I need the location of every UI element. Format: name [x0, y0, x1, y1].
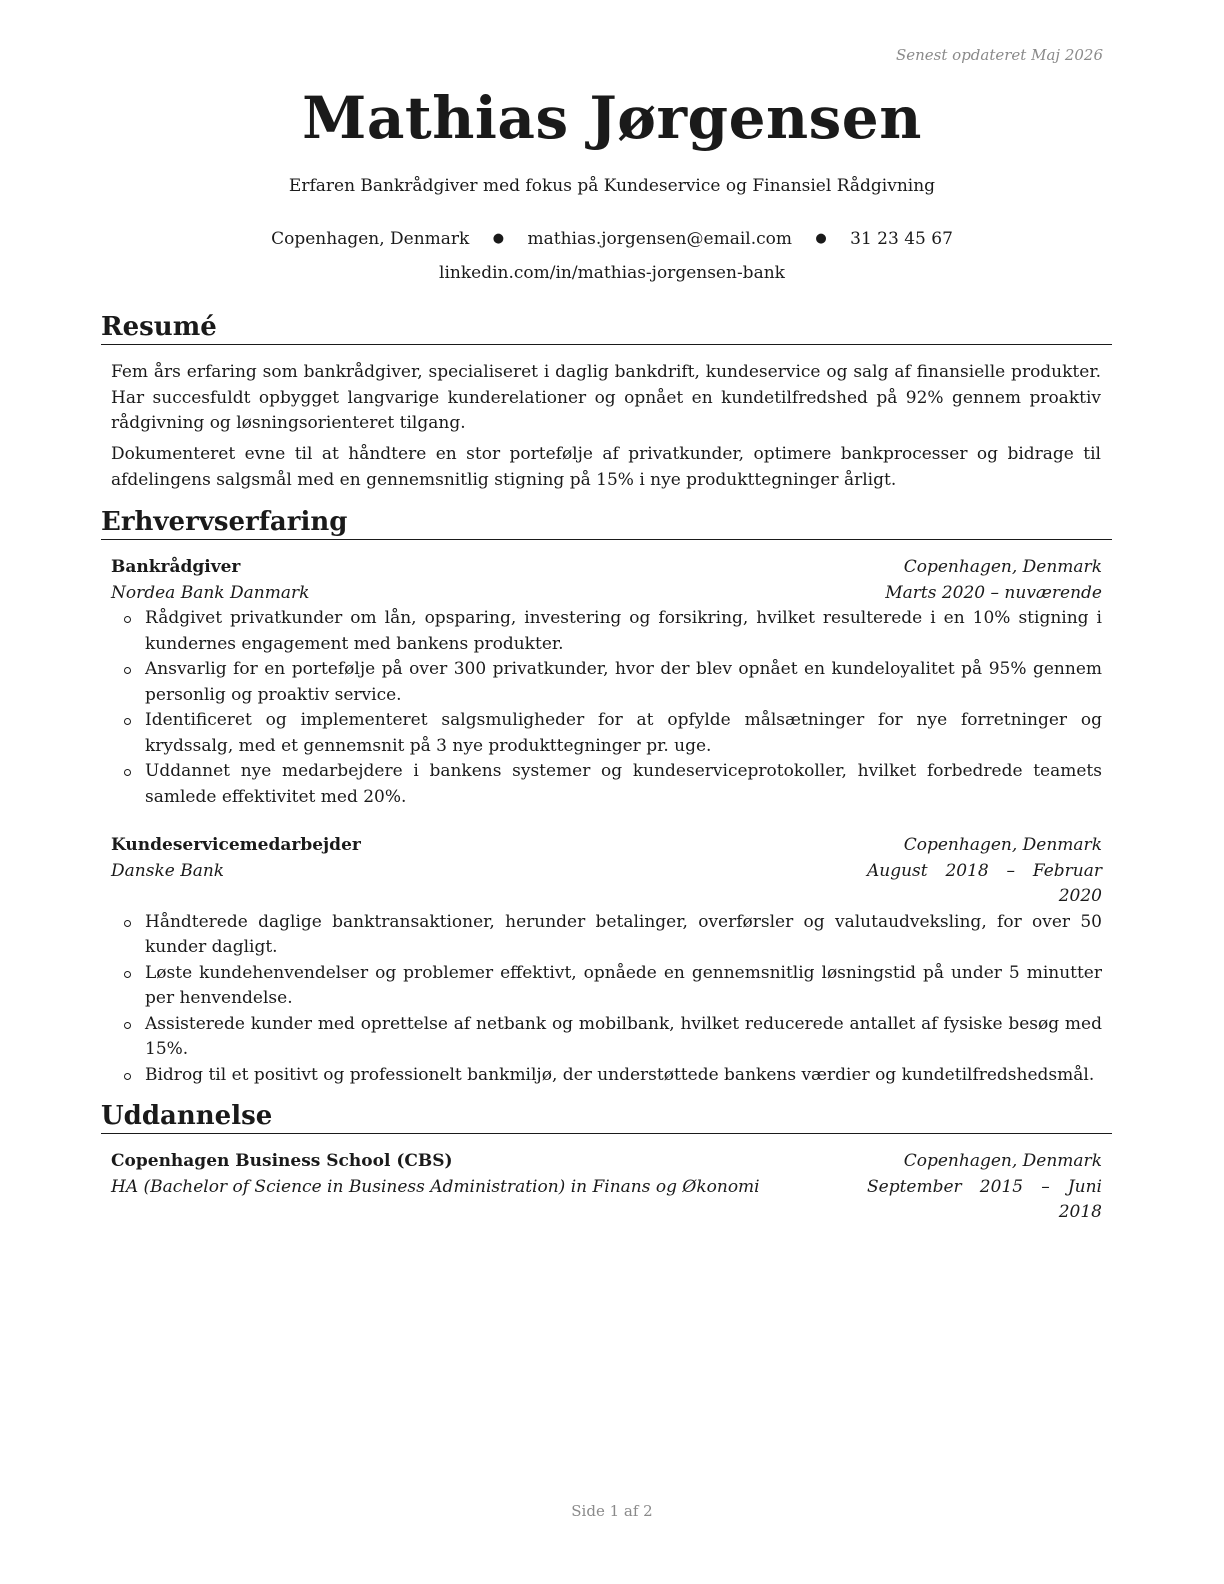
bullet-separator-icon: ●	[815, 231, 827, 246]
job-bullet-list	[111, 606, 1102, 810]
list-item: Identificeret og implementeret salgsmuligheder for at opfylde målsætninger for nye forretninger og krydssalg, med et gennemsnit på 3 nye produkttegninger pr. uge.	[111, 708, 1102, 759]
contact-phone: 31 23 45 67	[850, 229, 953, 249]
job-dates: Marts 2020 – nuværende	[885, 582, 1102, 603]
list-item: Bidrog til et positivt og professionelt bankmiljø, der understøttede bankens værdier og kundetilfredshedsmål.	[111, 1063, 1102, 1089]
contact-email[interactable]: mathias.jorgensen@email.com	[527, 229, 792, 249]
list-item: Løste kundehenvendelser og problemer effektivt, opnåede en gennemsnitlig løsningstid på under 5 minutter per henvendelse.	[111, 961, 1102, 1012]
job-location: Copenhagen, Denmark	[903, 557, 1102, 577]
list-item: Rådgivet privatkunder om lån, opsparing, investering og forsikring, hvilket resulterede i en 10% stigning i kundernes engagement med bankens produkter.	[111, 606, 1102, 657]
section-heading-experience: Erhvervserfaring	[101, 506, 1112, 540]
candidate-name: Mathias Jørgensen	[302, 84, 922, 152]
degree: HA (Bachelor of Science in Business Administration) in Finans og Økonomi	[111, 1176, 760, 1197]
job-entry	[111, 833, 1102, 1088]
contact-location: Copenhagen, Denmark	[271, 229, 470, 249]
job-title: Bankrådgiver	[111, 557, 241, 577]
contact-line	[0, 229, 1224, 249]
education-dates: September 2015 – Juni 2018	[867, 1176, 1102, 1222]
last-updated: Senest opdateret Maj 2026	[895, 46, 1103, 64]
job-company: Nordea Bank Danmark	[111, 582, 310, 603]
list-item: Håndterede daglige banktransaktioner, herunder betalinger, overførsler og valutaudveksling, for over 50 kunder dagligt.	[111, 910, 1102, 961]
summary-paragraph: Fem års erfaring som bankrådgiver, specialiseret i daglig bankdrift, kundeservice og salg af finansielle produkter. Har succesfuldt opbygget langvarige kunderelationer og opnået en kundetilfredshed på 92% gennem proaktiv rådgivning og løsningsorienteret tilgang.	[111, 362, 1101, 433]
list-item: Assisterede kunder med oprettelse af netbank og mobilbank, hvilket reducerede antallet af fysiske besøg med 15%.	[111, 1012, 1102, 1063]
school-location: Copenhagen, Denmark	[903, 1151, 1102, 1171]
job-location: Copenhagen, Denmark	[903, 835, 1102, 855]
list-item: Ansvarlig for en portefølje på over 300 privatkunder, hvor der blev opnået en kundeloyalitet på 95% gennem personlig og proaktiv service.	[111, 657, 1102, 708]
job-company: Danske Bank	[111, 860, 225, 881]
contact-linkedin[interactable]: linkedin.com/in/mathias-jorgensen-bank	[439, 263, 785, 283]
school-name: Copenhagen Business School (CBS)	[111, 1151, 453, 1171]
job-dates: August 2018 – Februar 2020	[867, 860, 1102, 906]
headline: Erfaren Bankrådgiver med fokus på Kundeservice og Finansiel Rådgivning	[288, 176, 936, 196]
job-entry	[111, 555, 1102, 810]
page-number: Side 1 af 2	[571, 1502, 653, 1520]
section-heading-education: Uddannelse	[101, 1100, 1112, 1134]
job-bullet-list	[111, 910, 1102, 1089]
job-title: Kundeservicemedarbejder	[111, 835, 361, 855]
education-entry	[111, 1149, 1102, 1226]
section-heading-summary: Resumé	[101, 311, 1112, 345]
bullet-separator-icon: ●	[492, 231, 505, 246]
list-item: Uddannet nye medarbejdere i bankens systemer og kundeserviceprotokoller, hvilket forbedrede teamets samlede effektivitet med 20%.	[111, 759, 1102, 810]
summary-paragraph: Dokumenteret evne til at håndtere en stor portefølje af privatkunder, optimere bankprocesser og bidrage til afdelingens salgsmål med en gennemsnitlig stigning på 15% i nye produkttegninger årligt.	[111, 444, 1101, 490]
